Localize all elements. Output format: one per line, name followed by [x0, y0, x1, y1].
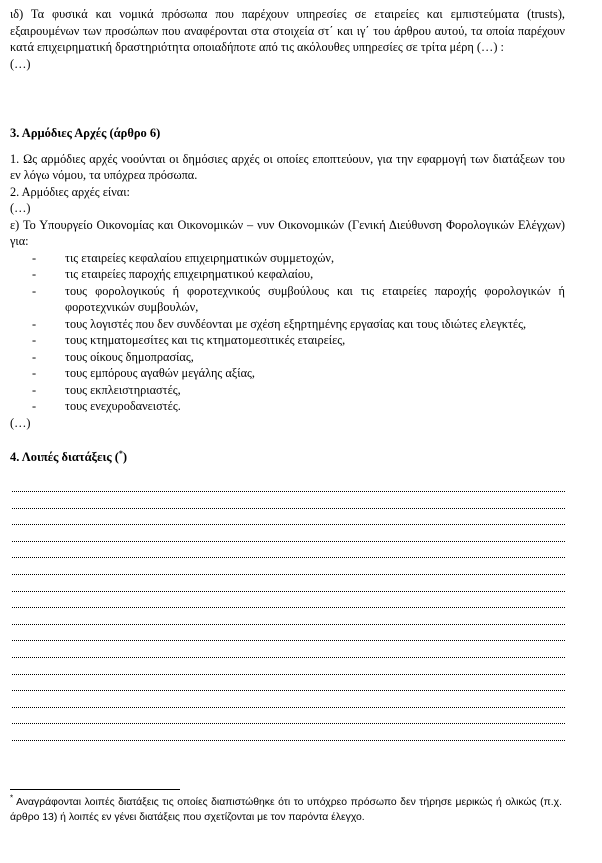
dash-marker: - — [32, 366, 37, 380]
ellipsis: (…) — [10, 201, 31, 215]
footnote — [10, 793, 562, 825]
dash-marker: - — [32, 283, 37, 298]
section-3-heading: 3. Αρμόδιες Αρχές (άρθρο 6) — [10, 126, 161, 140]
ellipsis: (…) — [10, 56, 31, 71]
list-item — [10, 398, 565, 415]
list-item-text: τις εταιρείες παροχής επιχειρηματικού κεφαλαίου, — [65, 267, 314, 281]
list-item — [10, 365, 565, 382]
footnote-separator — [10, 789, 180, 790]
dash-marker: - — [32, 316, 37, 331]
section-4-heading-text: 4. Λοιπές διατάξεις ( — [10, 450, 119, 464]
list-item — [10, 332, 565, 349]
section-3-paragraph-2: 2. Αρμόδιες αρχές είναι: — [10, 184, 130, 199]
dash-marker: - — [32, 333, 37, 347]
section-4-heading-close: ) — [122, 450, 128, 464]
list-item-text: τους ενεχυροδανειστές. — [65, 399, 181, 413]
blank-dotted-line — [12, 492, 565, 509]
blank-lines-area — [10, 476, 565, 742]
dash-marker: - — [32, 250, 37, 265]
list-item — [10, 266, 565, 283]
dash-marker: - — [32, 267, 37, 281]
blank-dotted-line — [12, 575, 565, 592]
blank-dotted-line — [12, 675, 565, 692]
list-item — [10, 283, 565, 316]
blank-dotted-line — [12, 641, 565, 658]
blank-dotted-line — [12, 558, 565, 575]
authority-list — [10, 250, 565, 415]
blank-dotted-line — [12, 691, 565, 708]
list-item — [10, 349, 565, 366]
dash-marker: - — [32, 349, 37, 364]
blank-dotted-line — [12, 658, 565, 675]
list-item — [10, 316, 565, 333]
section-3-paragraph-1: 1. Ως αρμόδιες αρχές νοούνται οι δημόσιες αρχές οι οποίες εποπτεύουν, για την εφαρμογή των διατάξεων του εν λόγω νόμου, τα υπόχρεα πρόσωπα. — [10, 151, 565, 182]
document-page — [10, 6, 565, 741]
list-item-text: τους εμπόρους αγαθών μεγάλης αξίας, — [65, 366, 255, 380]
list-item-text: τους λογιστές που δεν συνδέονται με σχέση εξηρτημένης εργασίας και τους ιδιώτες ελεγκτές, — [65, 316, 527, 331]
list-item-text: τους φορολογικούς ή φοροτεχνικούς συμβούλους και τις εταιρείες παροχής φορολογικών ή φοροτεχνικών συμβουλών, — [65, 283, 565, 314]
blank-dotted-line — [12, 708, 565, 725]
blank-dotted-line — [12, 625, 565, 642]
dash-marker: - — [32, 399, 37, 413]
section-4-heading — [10, 449, 565, 466]
footnote-text: Αναγράφονται λοιπές διατάξεις τις οποίες διαπιστώθηκε ότι το υπόχρεο πρόσωπο δεν τήρησε μερικώς ή ολικώς (π.χ. άρθρο 13) ή λοιπές εν γένει διατάξεις που σχετίζονται με τον παρόντα έλεγχο. — [10, 797, 562, 823]
footnote-reference[interactable]: * — [118, 448, 123, 458]
blank-dotted-line — [12, 592, 565, 609]
blank-dotted-line — [12, 724, 565, 741]
section-3-paragraph-e: ε) Το Υπουργείο Οικονομίας και Οικονομικών – νυν Οικονομικών (Γενική Διεύθυνση Φορολογικών Ελέγχων) για: — [10, 217, 565, 248]
list-item-text: τους εκπλειστηριαστές, — [65, 382, 181, 397]
paragraph-id: ιδ) Τα φυσικά και νομικά πρόσωπα που παρέχουν υπηρεσίες σε εταιρείες και εμπιστεύματα (trusts), εξαιρουμένων των προσώπων που αναφέρονται στα στοιχεία στ΄ και ιγ΄ του άρθρου αυτού, τα οποία παρέχουν κατά επιχειρηματική δραστηριότητα οποιαδήποτε από τις ακόλουθες υπηρεσίες σε τρίτα μέρη (…) : — [10, 7, 565, 54]
list-item-text: τους οίκους δημοπρασίας, — [65, 349, 194, 364]
list-item — [10, 382, 565, 399]
dash-marker: - — [32, 382, 37, 397]
blank-dotted-line — [12, 476, 565, 493]
blank-dotted-line — [12, 525, 565, 542]
ellipsis: (…) — [10, 415, 31, 430]
blank-dotted-line — [12, 608, 565, 625]
list-item — [10, 250, 565, 267]
blank-dotted-line — [12, 542, 565, 559]
blank-dotted-line — [12, 509, 565, 526]
list-item-text: τις εταιρείες κεφαλαίου επιχειρηματικών συμμετοχών, — [65, 250, 335, 265]
list-item-text: τους κτηματομεσίτες και τις κτηματομεσιτικές εταιρείες, — [65, 333, 346, 347]
footnote-mark: * — [10, 793, 14, 803]
